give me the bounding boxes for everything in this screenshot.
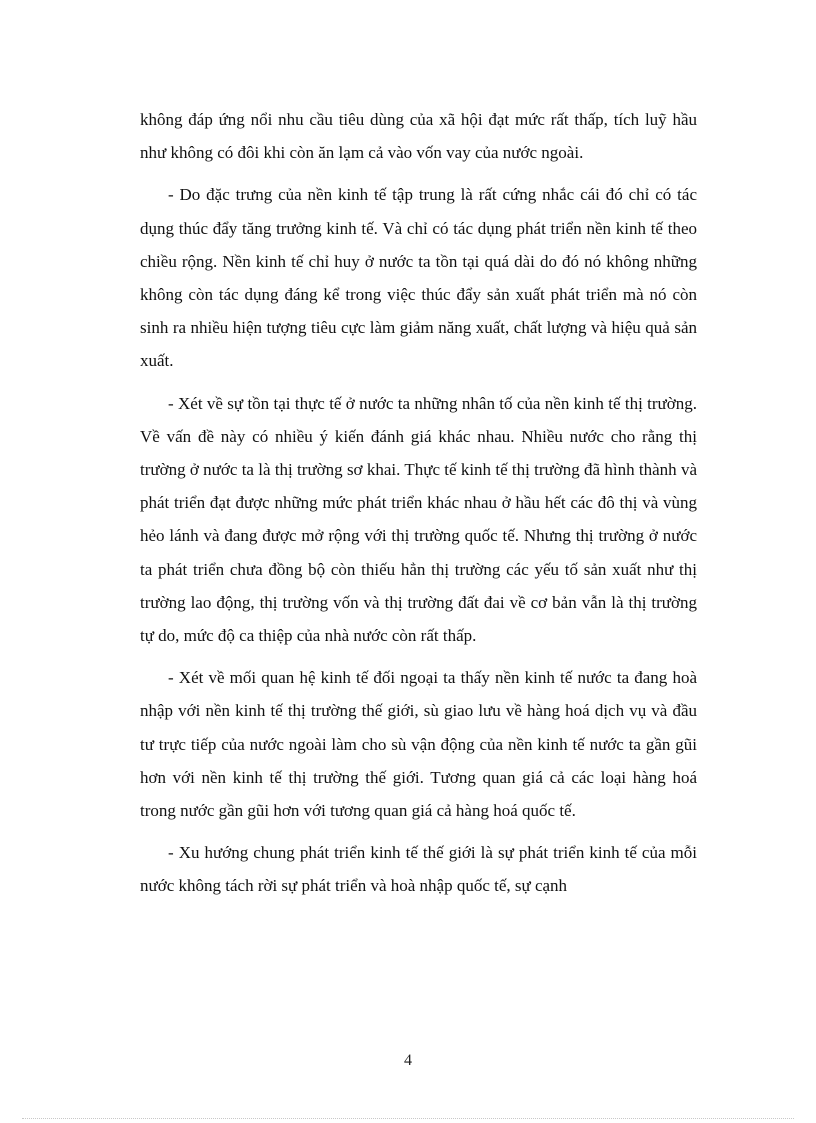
document-body: [140, 103, 697, 912]
page-number: 4: [404, 1052, 412, 1069]
page-bottom-divider: [22, 1118, 794, 1119]
paragraph-1: không đáp ứng nổi nhu cầu tiêu dùng của xã hội đạt mức rất thấp, tích luỹ hầu như không có đôi khi còn ăn lạm cả vào vốn vay của nước ngoài.: [140, 110, 697, 163]
paragraph-3: - Xét về sự tồn tại thực tế ở nước ta những nhân tố của nền kinh tế thị trường. Về vấn đề này có nhiều ý kiến đánh giá khác nhau. Nhiều nước cho rằng thị trường ở nước ta là thị trường sơ khai. Thực tế kinh tế thị trường đã hình thành và phát triển đạt được những mức phát triển khác nhau ở hầu hết các đô thị và vùng hẻo lánh và đang được mở rộng với thị trường quốc tế. Nhưng thị trường ở nước ta phát triển chưa đồng bộ còn thiếu hẳn thị trường các yếu tố sản xuất như thị trường lao động, thị trường vốn và thị trường đất đai về cơ bản vẫn là thị trường tự do, mức độ ca thiệp của nhà nước còn rất thấp.: [140, 393, 697, 646]
paragraph-4: - Xét về mối quan hệ kinh tế đối ngoại ta thấy nền kinh tế nước ta đang hoà nhập với nền kinh tế thị trường thế giới, sù giao lưu về hàng hoá dịch vụ và đầu tư trực tiếp của nước ngoài làm cho sù vận động của nền kinh tế nước ta gần gũi hơn với nền kinh tế thị trường thế giới. Tương quan giá cả các loại hàng hoá trong nước gần gũi hơn với tương quan giá cả hàng hoá quốc tế.: [140, 668, 697, 821]
paragraph-5: - Xu hướng chung phát triển kinh tế thế giới là sự phát triển kinh tế của mỗi nước không tách rời sự phát triển và hoà nhập quốc tế, sự cạnh: [140, 843, 697, 896]
paragraph-2: - Do đặc trưng của nền kinh tế tập trung là rất cứng nhắc cái đó chỉ có tác dụng thúc đẩy tăng trưởng kinh tế. Và chỉ có tác dụng phát triển nền kinh tế theo chiều rộng. Nền kinh tế chỉ huy ở nước ta tồn tại quá dài do đó nó không những không còn tác dụng đáng kể trong việc thúc đẩy sản xuất phát triển mà nó còn sinh ra nhiều hiện tượng tiêu cực làm giảm năng xuất, chất lượng và hiệu quả sản xuất.: [140, 185, 697, 371]
